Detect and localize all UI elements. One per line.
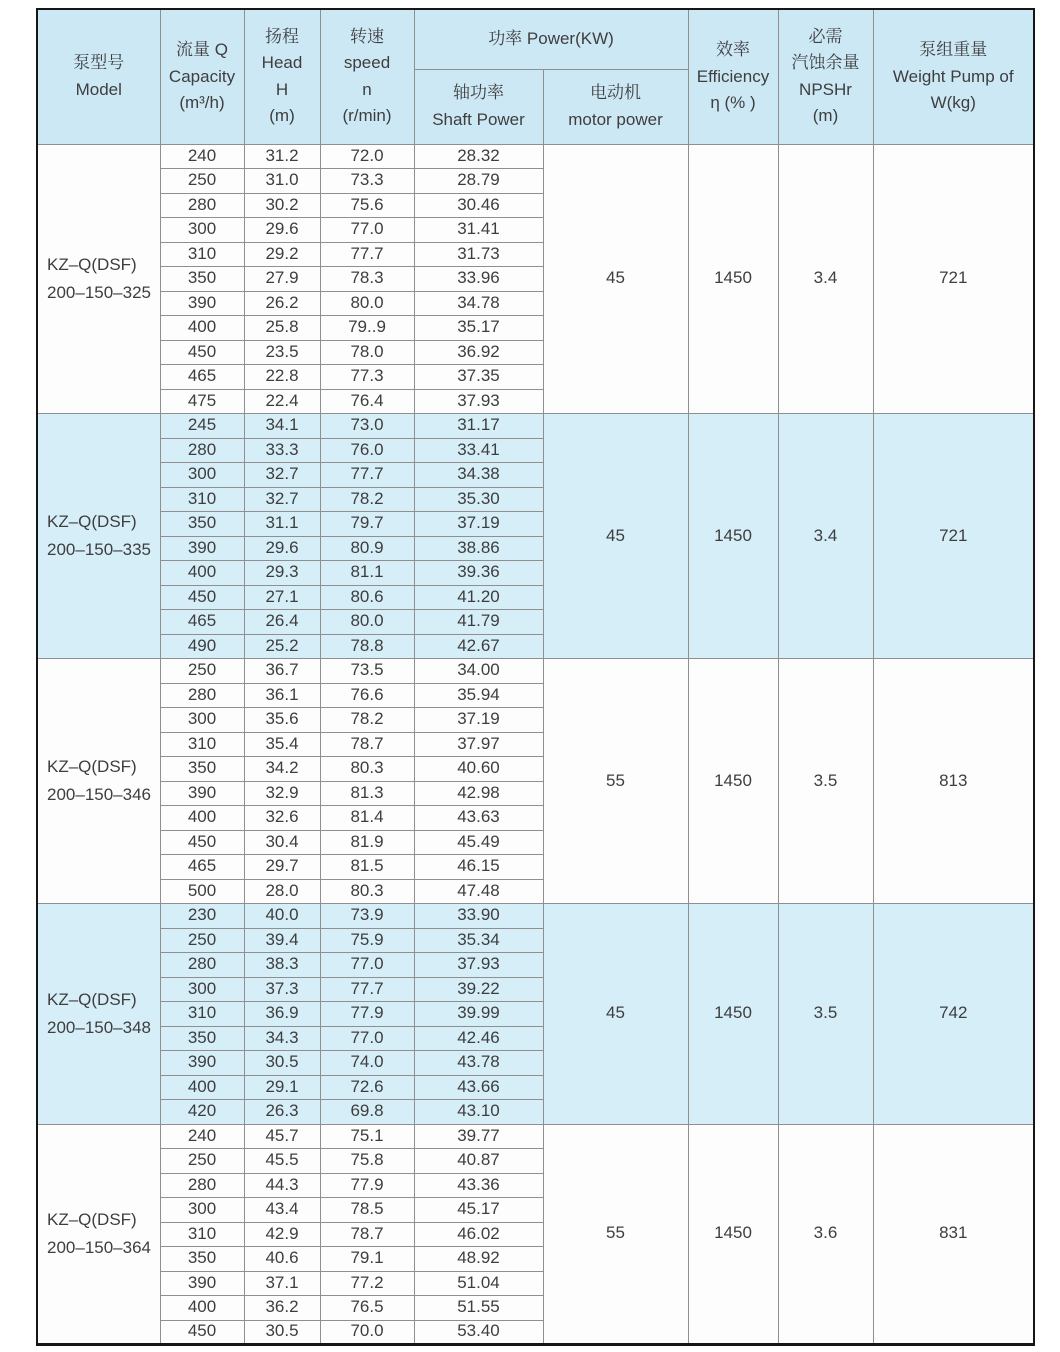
model-line: 200–150–364	[47, 1237, 152, 1257]
shaft-power-cell: 30.46	[414, 193, 543, 218]
capacity-cell: 350	[160, 512, 244, 537]
head-cell: 31.0	[244, 169, 320, 194]
speed-cell: 77.9	[320, 1173, 414, 1198]
capacity-cell: 310	[160, 487, 244, 512]
weight-cell: 813	[873, 659, 1034, 904]
head-cell: 29.3	[244, 561, 320, 586]
shaft-power-cell: 28.79	[414, 169, 543, 194]
speed-cell: 77.7	[320, 463, 414, 488]
head-cell: 35.6	[244, 708, 320, 733]
head-cell: 31.2	[244, 144, 320, 169]
shaft-power-cell: 42.46	[414, 1026, 543, 1051]
model-line: 200–150–325	[47, 282, 152, 302]
head-cell: 36.9	[244, 1002, 320, 1027]
speed-cell: 78.7	[320, 732, 414, 757]
shaft-power-cell: 38.86	[414, 536, 543, 561]
speed-cell: 78.0	[320, 340, 414, 365]
motor-power-cell: 45	[543, 144, 688, 414]
head-cell: 29.7	[244, 855, 320, 880]
head-cell: 26.4	[244, 610, 320, 635]
head-cell: 30.2	[244, 193, 320, 218]
model-line: KZ–Q(DSF)	[47, 989, 137, 1009]
capacity-cell: 465	[160, 610, 244, 635]
speed-cell: 79.7	[320, 512, 414, 537]
capacity-cell: 490	[160, 634, 244, 659]
capacity-cell: 300	[160, 708, 244, 733]
shaft-power-cell: 36.92	[414, 340, 543, 365]
head-cell: 36.7	[244, 659, 320, 684]
model-line: 200–150–335	[47, 540, 152, 559]
capacity-cell: 280	[160, 193, 244, 218]
model-cell	[37, 904, 160, 1125]
speed-cell: 81.9	[320, 830, 414, 855]
head-cell: 25.2	[244, 634, 320, 659]
shaft-power-cell: 28.32	[414, 144, 543, 169]
shaft-power-cell: 43.10	[414, 1100, 543, 1125]
model-cell	[37, 659, 160, 904]
header-speed-en: speed	[343, 53, 391, 73]
efficiency-cell: 1450	[688, 1124, 778, 1345]
capacity-cell: 420	[160, 1100, 244, 1125]
shaft-power-cell: 37.19	[414, 512, 543, 537]
npshr-cell: 3.4	[778, 144, 873, 414]
header-efficiency	[688, 9, 778, 144]
head-cell: 26.2	[244, 291, 320, 316]
head-cell: 23.5	[244, 340, 320, 365]
capacity-cell: 310	[160, 732, 244, 757]
capacity-cell: 280	[160, 438, 244, 463]
efficiency-cell: 1450	[688, 414, 778, 659]
shaft-power-cell: 46.02	[414, 1222, 543, 1247]
speed-cell: 81.1	[320, 561, 414, 586]
shaft-power-cell: 33.96	[414, 267, 543, 292]
shaft-power-cell: 37.93	[414, 389, 543, 414]
shaft-power-cell: 39.99	[414, 1002, 543, 1027]
efficiency-cell: 1450	[688, 659, 778, 904]
header-weight-zh: 泵组重量	[919, 40, 988, 60]
header-head-zh: 扬程	[265, 27, 299, 47]
shaft-power-cell: 41.79	[414, 610, 543, 635]
capacity-cell: 400	[160, 1296, 244, 1321]
shaft-power-cell: 51.55	[414, 1296, 543, 1321]
shaft-power-cell: 31.73	[414, 242, 543, 267]
shaft-power-cell: 47.48	[414, 879, 543, 904]
table-body	[37, 144, 1034, 1345]
header-weight-unit: W(kg)	[930, 92, 976, 112]
header-npshr-en: NPSHr	[799, 79, 852, 99]
head-cell: 30.5	[244, 1320, 320, 1345]
capacity-cell: 390	[160, 1271, 244, 1296]
capacity-cell: 300	[160, 1198, 244, 1223]
header-speed-zh: 转速	[350, 27, 384, 47]
speed-cell: 77.0	[320, 953, 414, 978]
capacity-cell: 400	[160, 1075, 244, 1100]
header-head-unit: (m)	[269, 106, 295, 126]
header-head-en: Head	[261, 53, 303, 73]
speed-cell: 79..9	[320, 316, 414, 341]
shaft-power-cell: 43.78	[414, 1051, 543, 1076]
head-cell: 32.9	[244, 781, 320, 806]
head-cell: 26.3	[244, 1100, 320, 1125]
capacity-cell: 450	[160, 585, 244, 610]
speed-cell: 75.1	[320, 1124, 414, 1149]
pump-spec-table	[36, 8, 1035, 1346]
efficiency-cell: 1450	[688, 144, 778, 414]
speed-cell: 76.0	[320, 438, 414, 463]
head-cell: 22.4	[244, 389, 320, 414]
header-motor-power-en: motor power	[568, 109, 663, 129]
speed-cell: 76.4	[320, 389, 414, 414]
model-line: KZ–Q(DSF)	[47, 511, 137, 531]
speed-cell: 81.4	[320, 806, 414, 831]
shaft-power-cell: 40.87	[414, 1149, 543, 1174]
header-efficiency-unit: η (% )	[710, 92, 756, 112]
weight-cell: 721	[873, 144, 1034, 414]
head-cell: 37.1	[244, 1271, 320, 1296]
speed-cell: 77.0	[320, 218, 414, 243]
speed-cell: 80.3	[320, 757, 414, 782]
speed-cell: 73.3	[320, 169, 414, 194]
shaft-power-cell: 48.92	[414, 1247, 543, 1272]
shaft-power-cell: 37.93	[414, 953, 543, 978]
header-speed-symbol: n	[362, 79, 372, 99]
shaft-power-cell: 42.98	[414, 781, 543, 806]
head-cell: 45.7	[244, 1124, 320, 1149]
shaft-power-cell: 46.15	[414, 855, 543, 880]
model-line: KZ–Q(DSF)	[47, 756, 137, 776]
capacity-cell: 390	[160, 1051, 244, 1076]
capacity-cell: 400	[160, 806, 244, 831]
speed-cell: 80.0	[320, 291, 414, 316]
speed-cell: 73.0	[320, 414, 414, 439]
speed-cell: 81.3	[320, 781, 414, 806]
speed-cell: 77.9	[320, 1002, 414, 1027]
shaft-power-cell: 31.41	[414, 218, 543, 243]
capacity-cell: 465	[160, 365, 244, 390]
head-cell: 34.1	[244, 414, 320, 439]
header-head-symbol: H	[275, 79, 289, 99]
capacity-cell: 350	[160, 267, 244, 292]
header-shaft-power	[414, 69, 543, 144]
capacity-cell: 465	[160, 855, 244, 880]
speed-cell: 78.5	[320, 1198, 414, 1223]
shaft-power-cell: 34.00	[414, 659, 543, 684]
capacity-cell: 450	[160, 340, 244, 365]
shaft-power-cell: 41.20	[414, 585, 543, 610]
model-cell	[37, 1124, 160, 1345]
speed-cell: 74.0	[320, 1051, 414, 1076]
head-cell: 32.7	[244, 487, 320, 512]
head-cell: 29.1	[244, 1075, 320, 1100]
header-efficiency-zh: 效率	[716, 40, 750, 60]
motor-power-cell: 55	[543, 1124, 688, 1345]
speed-cell: 76.6	[320, 683, 414, 708]
shaft-power-cell: 33.41	[414, 438, 543, 463]
model-line: KZ–Q(DSF)	[47, 1209, 137, 1229]
shaft-power-cell: 43.66	[414, 1075, 543, 1100]
shaft-power-cell: 37.35	[414, 365, 543, 390]
head-cell: 27.1	[244, 585, 320, 610]
speed-cell: 69.8	[320, 1100, 414, 1125]
motor-power-cell: 45	[543, 414, 688, 659]
head-cell: 45.5	[244, 1149, 320, 1174]
capacity-cell: 300	[160, 463, 244, 488]
header-motor-power-zh: 电动机	[590, 83, 641, 103]
head-cell: 39.4	[244, 928, 320, 953]
speed-cell: 78.3	[320, 267, 414, 292]
speed-cell: 77.0	[320, 1026, 414, 1051]
speed-cell: 73.9	[320, 904, 414, 929]
speed-cell: 76.5	[320, 1296, 414, 1321]
speed-cell: 77.2	[320, 1271, 414, 1296]
capacity-cell: 350	[160, 1026, 244, 1051]
shaft-power-cell: 51.04	[414, 1271, 543, 1296]
shaft-power-cell: 39.36	[414, 561, 543, 586]
head-cell: 32.6	[244, 806, 320, 831]
shaft-power-cell: 53.40	[414, 1320, 543, 1345]
head-cell: 29.6	[244, 536, 320, 561]
shaft-power-cell: 31.17	[414, 414, 543, 439]
capacity-cell: 390	[160, 291, 244, 316]
motor-power-cell: 45	[543, 904, 688, 1125]
shaft-power-cell: 43.63	[414, 806, 543, 831]
capacity-cell: 350	[160, 757, 244, 782]
speed-cell: 78.2	[320, 487, 414, 512]
header-npshr-zh2: 汽蚀余量	[791, 53, 860, 73]
header-efficiency-en: Efficiency	[696, 66, 770, 86]
speed-cell: 80.3	[320, 879, 414, 904]
header-speed-unit: (r/min)	[342, 106, 392, 126]
shaft-power-cell: 37.97	[414, 732, 543, 757]
model-line: KZ–Q(DSF)	[47, 254, 137, 274]
capacity-cell: 250	[160, 1149, 244, 1174]
speed-cell: 75.6	[320, 193, 414, 218]
shaft-power-cell: 35.94	[414, 683, 543, 708]
header-power-group: 功率 Power(KW)	[414, 9, 688, 69]
shaft-power-cell: 35.34	[414, 928, 543, 953]
speed-cell: 77.7	[320, 242, 414, 267]
capacity-cell: 390	[160, 536, 244, 561]
capacity-cell: 280	[160, 953, 244, 978]
header-shaft-power-zh: 轴功率	[453, 83, 504, 103]
shaft-power-cell: 34.78	[414, 291, 543, 316]
header-shaft-power-en: Shaft Power	[432, 109, 525, 129]
model-line: 200–150–348	[47, 1017, 152, 1037]
speed-cell: 78.8	[320, 634, 414, 659]
header-npshr-unit: (m)	[812, 106, 839, 126]
header-head	[244, 9, 320, 144]
npshr-cell: 3.5	[778, 659, 873, 904]
weight-cell: 831	[873, 1124, 1034, 1345]
shaft-power-cell: 42.67	[414, 634, 543, 659]
shaft-power-cell: 35.17	[414, 316, 543, 341]
shaft-power-cell: 39.22	[414, 977, 543, 1002]
table-header	[37, 9, 1034, 144]
head-cell: 32.7	[244, 463, 320, 488]
header-row-1	[37, 9, 1034, 69]
head-cell: 28.0	[244, 879, 320, 904]
capacity-cell: 310	[160, 1222, 244, 1247]
capacity-cell: 475	[160, 389, 244, 414]
capacity-cell: 400	[160, 561, 244, 586]
shaft-power-cell: 45.49	[414, 830, 543, 855]
header-motor-power	[543, 69, 688, 144]
speed-cell: 77.7	[320, 977, 414, 1002]
table-row	[37, 659, 1034, 684]
head-cell: 35.4	[244, 732, 320, 757]
capacity-cell: 500	[160, 879, 244, 904]
head-cell: 36.2	[244, 1296, 320, 1321]
capacity-cell: 240	[160, 144, 244, 169]
capacity-cell: 250	[160, 928, 244, 953]
capacity-cell: 450	[160, 1320, 244, 1345]
capacity-cell: 230	[160, 904, 244, 929]
shaft-power-cell: 45.17	[414, 1198, 543, 1223]
model-cell	[37, 414, 160, 659]
shaft-power-cell: 34.38	[414, 463, 543, 488]
head-cell: 30.5	[244, 1051, 320, 1076]
weight-cell: 742	[873, 904, 1034, 1125]
head-cell: 37.3	[244, 977, 320, 1002]
speed-cell: 80.9	[320, 536, 414, 561]
capacity-cell: 240	[160, 1124, 244, 1149]
speed-cell: 77.3	[320, 365, 414, 390]
speed-cell: 75.8	[320, 1149, 414, 1174]
head-cell: 43.4	[244, 1198, 320, 1223]
header-capacity-zh: 流量 Q	[176, 40, 228, 60]
header-speed	[320, 9, 414, 144]
capacity-cell: 250	[160, 659, 244, 684]
capacity-cell: 350	[160, 1247, 244, 1272]
shaft-power-cell: 43.36	[414, 1173, 543, 1198]
speed-cell: 80.6	[320, 585, 414, 610]
header-model-en: Model	[75, 79, 122, 99]
capacity-cell: 280	[160, 1173, 244, 1198]
speed-cell: 81.5	[320, 855, 414, 880]
header-capacity	[160, 9, 244, 144]
efficiency-cell: 1450	[688, 904, 778, 1125]
shaft-power-cell: 39.77	[414, 1124, 543, 1149]
capacity-cell: 390	[160, 781, 244, 806]
shaft-power-cell: 40.60	[414, 757, 543, 782]
model-cell	[37, 144, 160, 414]
capacity-cell: 300	[160, 977, 244, 1002]
table-row	[37, 1124, 1034, 1149]
head-cell: 40.6	[244, 1247, 320, 1272]
speed-cell: 80.0	[320, 610, 414, 635]
capacity-cell: 280	[160, 683, 244, 708]
speed-cell: 70.0	[320, 1320, 414, 1345]
model-line: 200–150–346	[47, 785, 152, 804]
speed-cell: 79.1	[320, 1247, 414, 1272]
capacity-cell: 450	[160, 830, 244, 855]
header-model-zh: 泵型号	[73, 53, 125, 73]
head-cell: 34.3	[244, 1026, 320, 1051]
head-cell: 27.9	[244, 267, 320, 292]
table-row	[37, 414, 1034, 439]
speed-cell: 78.7	[320, 1222, 414, 1247]
capacity-cell: 250	[160, 169, 244, 194]
header-capacity-en: Capacity	[168, 66, 236, 86]
capacity-cell: 300	[160, 218, 244, 243]
header-model	[37, 9, 160, 144]
capacity-cell: 310	[160, 242, 244, 267]
head-cell: 42.9	[244, 1222, 320, 1247]
head-cell: 29.6	[244, 218, 320, 243]
head-cell: 30.4	[244, 830, 320, 855]
speed-cell: 78.2	[320, 708, 414, 733]
head-cell: 44.3	[244, 1173, 320, 1198]
shaft-power-cell: 35.30	[414, 487, 543, 512]
header-weight-en: Weight Pump of	[892, 66, 1014, 86]
speed-cell: 72.6	[320, 1075, 414, 1100]
head-cell: 22.8	[244, 365, 320, 390]
npshr-cell: 3.6	[778, 1124, 873, 1345]
capacity-cell: 400	[160, 316, 244, 341]
capacity-cell: 310	[160, 1002, 244, 1027]
head-cell: 36.1	[244, 683, 320, 708]
head-cell: 29.2	[244, 242, 320, 267]
head-cell: 33.3	[244, 438, 320, 463]
head-cell: 38.3	[244, 953, 320, 978]
shaft-power-cell: 37.19	[414, 708, 543, 733]
shaft-power-cell: 33.90	[414, 904, 543, 929]
speed-cell: 72.0	[320, 144, 414, 169]
motor-power-cell: 55	[543, 659, 688, 904]
head-cell: 31.1	[244, 512, 320, 537]
header-npshr-zh1: 必需	[808, 27, 843, 47]
table-row	[37, 904, 1034, 929]
header-weight	[873, 9, 1034, 144]
table-row	[37, 144, 1034, 169]
speed-cell: 75.9	[320, 928, 414, 953]
capacity-cell: 245	[160, 414, 244, 439]
speed-cell: 73.5	[320, 659, 414, 684]
head-cell: 25.8	[244, 316, 320, 341]
header-npshr	[778, 9, 873, 144]
weight-cell: 721	[873, 414, 1034, 659]
head-cell: 40.0	[244, 904, 320, 929]
head-cell: 34.2	[244, 757, 320, 782]
header-capacity-unit: (m³/h)	[179, 92, 225, 112]
npshr-cell: 3.4	[778, 414, 873, 659]
npshr-cell: 3.5	[778, 904, 873, 1125]
